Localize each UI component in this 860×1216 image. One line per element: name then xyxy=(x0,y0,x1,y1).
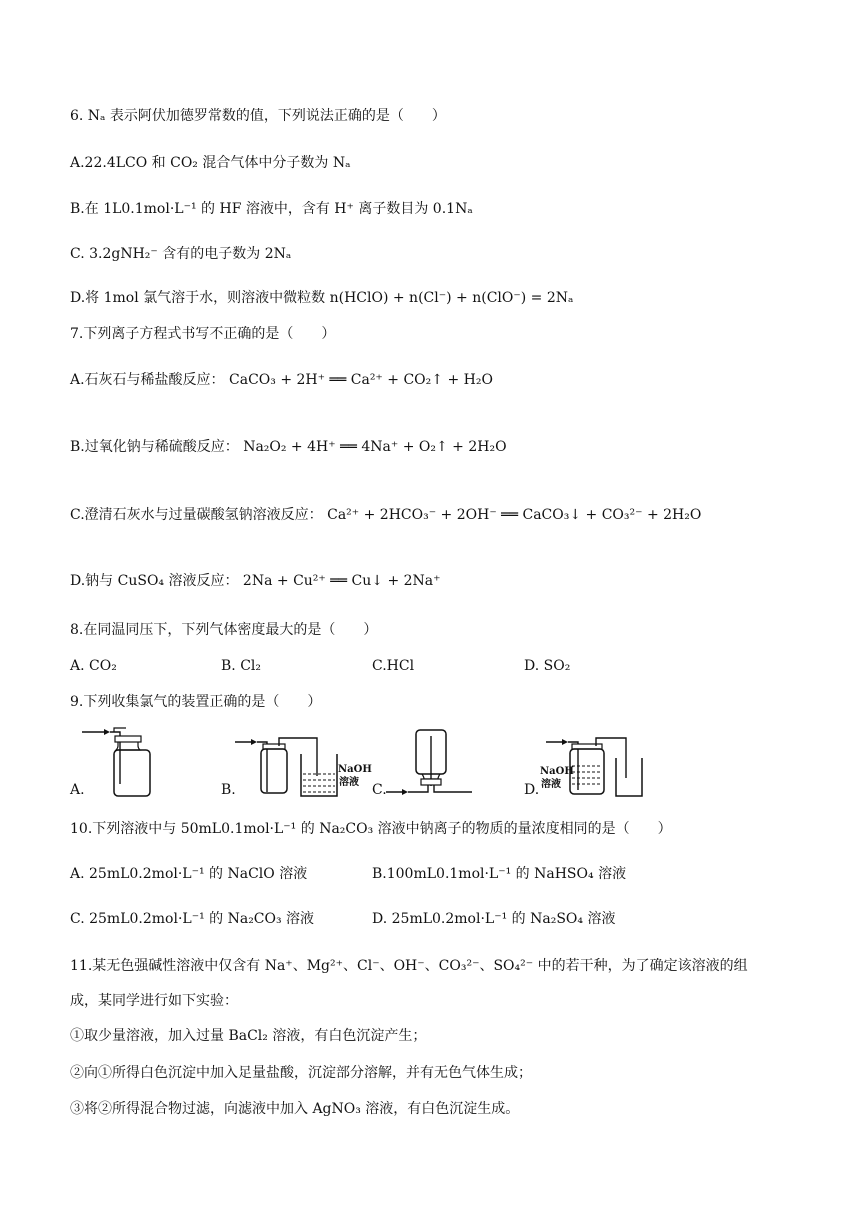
q10-option-d: D. 25mL0.2mol·L⁻¹ 的 Na₂SO₄ 溶液 xyxy=(372,911,616,927)
gas-washing-bottle-icon xyxy=(524,724,664,804)
q11-step-2: ②向①所得白色沉淀中加入足量盐酸，沉淀部分溶解，并有无色气体生成； xyxy=(70,1065,532,1081)
q8-option-b: B. Cl₂ xyxy=(221,658,261,674)
q7-option-c: C.澄清石灰水与过量碳酸氢钠溶液反应： Ca²⁺ + 2HCO₃⁻ + 2OH⁻ ══ CaCO₃↓ + CO₃²⁻ + 2H₂O xyxy=(70,507,702,523)
apparatus-b xyxy=(221,724,371,804)
q6-option-d: D.将 1mol 氯气溶于水，则溶液中微粒数 n(HClO) + n(Cl⁻) + n(ClO⁻) = 2Nₐ xyxy=(70,290,574,306)
q11-step-1: ①取少量溶液，加入过量 BaCl₂ 溶液，有白色沉淀产生； xyxy=(70,1028,427,1044)
q11-step-3: ③将②所得混合物过滤，向滤液中加入 AgNO₃ 溶液，有白色沉淀生成。 xyxy=(70,1101,520,1117)
q10-option-a: A. 25mL0.2mol·L⁻¹ 的 NaClO 溶液 xyxy=(70,866,308,882)
q7-option-b: B.过氧化钠与稀硫酸反应： Na₂O₂ + 4H⁺ ══ 4Na⁺ + O₂↑ + 2H₂O xyxy=(70,439,507,455)
q9-stem: 9.下列收集氯气的装置正确的是（ ） xyxy=(70,694,322,710)
q7-stem: 7.下列离子方程式书写不正确的是（ ） xyxy=(70,326,336,342)
q8-option-c: C.HCl xyxy=(372,658,415,674)
q7-option-d: D.钠与 CuSO₄ 溶液反应： 2Na + Cu²⁺ ══ Cu↓ + 2Na⁺ xyxy=(70,573,441,589)
q10-option-b: B.100mL0.1mol·L⁻¹ 的 NaHSO₄ 溶液 xyxy=(372,866,627,882)
q8-option-d: D. SO₂ xyxy=(524,658,571,674)
q10-option-c: C. 25mL0.2mol·L⁻¹ 的 Na₂CO₃ 溶液 xyxy=(70,911,315,927)
naoh-label-d: NaOH xyxy=(540,766,574,777)
q7-option-a: A.石灰石与稀盐酸反应： CaCO₃ + 2H⁺ ══ Ca²⁺ + CO₂↑ + H₂O xyxy=(70,372,493,388)
q6-option-b: B.在 1L0.1mol·L⁻¹ 的 HF 溶液中，含有 H⁺ 离子数目为 0.1Nₐ xyxy=(70,201,473,217)
q8-option-a: A. CO₂ xyxy=(70,658,117,674)
q11-stem-line-1: 11.某无色强碱性溶液中仅含有 Na⁺、Mg²⁺、Cl⁻、OH⁻、CO₃²⁻、SO₄²⁻ 中的若干种，为了确定该溶液的组 xyxy=(70,958,748,974)
apparatus-d-label: D. xyxy=(524,782,540,798)
q6-stem: 6. Nₐ 表示阿伏加德罗常数的值，下列说法正确的是（ ） xyxy=(70,108,446,124)
naoh-label-b: NaOH xyxy=(338,764,372,775)
apparatus-a-label: A. xyxy=(70,782,85,798)
apparatus-d xyxy=(524,724,664,804)
q6-option-c: C. 3.2gNH₂⁻ 含有的电子数为 2Nₐ xyxy=(70,246,292,262)
apparatus-c-label: C. xyxy=(372,782,387,798)
q8-stem: 8.在同温同压下，下列气体密度最大的是（ ） xyxy=(70,622,378,638)
apparatus-c xyxy=(372,724,482,804)
inverted-bottle-icon xyxy=(372,724,482,804)
apparatus-b-label: B. xyxy=(221,782,236,798)
q11-stem-line-2: 成，某同学进行如下实验： xyxy=(70,993,238,1009)
q10-stem: 10.下列溶液中与 50mL0.1mol·L⁻¹ 的 Na₂CO₃ 溶液中钠离子的物质的量浓度相同的是（ ） xyxy=(70,821,672,837)
solution-label-d: 溶液 xyxy=(541,779,561,790)
solution-label-b: 溶液 xyxy=(339,777,359,788)
apparatus-a xyxy=(70,724,160,804)
q6-option-a: A.22.4LCO 和 CO₂ 混合气体中分子数为 Nₐ xyxy=(70,155,351,171)
